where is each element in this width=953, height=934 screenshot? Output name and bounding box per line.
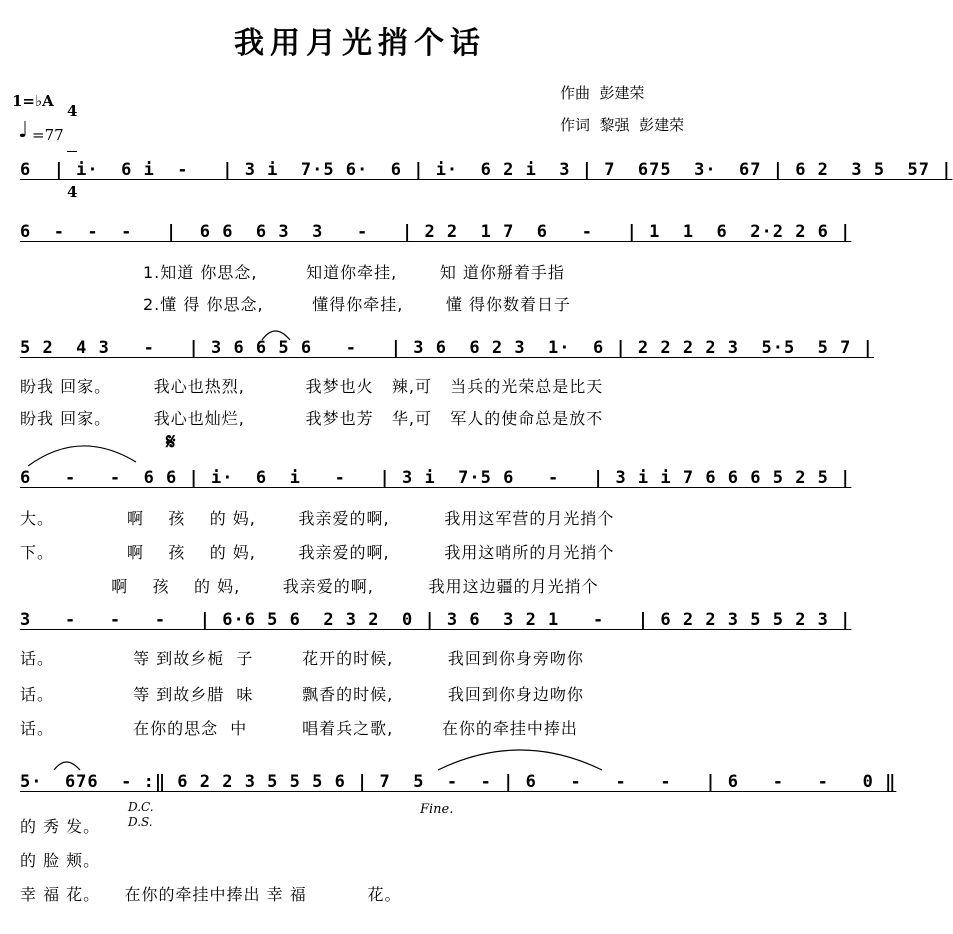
lyrics-row-4-verse-2: 下。 啊 孩 的 妈, 我亲爱的啊, 我用这哨所的月光捎个: [20, 543, 615, 562]
notation-row-1: 6 | i· 6 i - | 3 i 7·5 6· 6 | i· 6 2 i 3 | 7 675 3· 67 | 6 2 3 5 57 |: [20, 160, 953, 180]
time-sig-bottom: 4: [67, 183, 78, 201]
lyrics-row-6-verse-3: 幸 福 花。 在你的牵挂中捧出 幸 福 花。: [20, 885, 402, 904]
fine-marking: Fine.: [420, 802, 454, 817]
fermata-arc-row-6: [54, 762, 80, 770]
tie-arc-row-6: [438, 750, 602, 770]
lyrics-row-5-verse-1: 话。 等 到故乡栀 子 花开的时候, 我回到你身旁吻你: [20, 649, 584, 668]
lyrics-row-6-verse-2: 的 脸 颊。: [20, 851, 101, 870]
dc-marking: D.C.: [128, 800, 154, 814]
tempo-marking: =77: [32, 126, 64, 144]
lyrics-row-5-verse-2: 话。 等 到故乡腊 味 飘香的时候, 我回到你身边吻你: [20, 685, 584, 704]
notation-row-4: 6 - - 6 6 | i· 6 i - | 3 i 7·5 6 - | 3 i i 7 6 6 6 5 2 5 |: [20, 468, 852, 488]
notation-row-2: 6 - - - | 6 6 6 3 3 - | 2 2 1 7 6 - | 1 1 6 2·2 2 6 |: [20, 222, 852, 242]
lyrics-row-2-verse-2: 2.懂 得 你思念, 懂得你牵挂, 懂 得你数着日子: [143, 295, 571, 314]
notation-row-6: 5· 676 - :‖ 6 2 2 3 5 5 5 6 | 7 5 - - | 6 - - - | 6 - - 0 ‖: [20, 772, 897, 792]
slur-arc-row-3: [262, 331, 290, 340]
time-sig-top: 4: [67, 102, 78, 120]
lyrics-row-3-verse-2: 盼我 回家。 我心也灿烂, 我梦也芳 华,可 军人的使命总是放不: [20, 409, 604, 428]
ds-marking: D.S.: [128, 815, 153, 829]
song-title: 我用月光捎个话: [234, 26, 486, 61]
composer-credit: 作曲 彭建荣: [560, 84, 645, 102]
lyrics-row-5-verse-3: 话。 在你的思念 中 唱着兵之歌, 在你的牵挂中捧出: [20, 719, 578, 738]
tie-arc-row-4: [28, 446, 136, 466]
lyrics-row-6-verse-1: 的 秀 发。: [20, 817, 101, 836]
lyrics-row-2-verse-1: 1.知道 你思念, 知道你牵挂, 知 道你掰着手指: [143, 263, 565, 282]
lyricist-credit: 作词 黎强 彭建荣: [560, 116, 685, 134]
key-signature: 1=♭A: [12, 92, 54, 110]
notation-row-3: 5 2 4 3 - | 3 6 6 5 6 - | 3 6 6 2 3 1· 6 | 2 2 2 2 3 5·5 5 7 |: [20, 338, 874, 358]
lyrics-row-4-verse-1: 大。 啊 孩 的 妈, 我亲爱的啊, 我用这军营的月光捎个: [20, 509, 615, 528]
notation-row-5: 3 - - - | 6·6 5 6 2 3 2 0 | 3 6 3 2 1 - | 6 2 2 3 5 5 2 3 |: [20, 610, 852, 630]
segno-sign: 𝄋: [166, 430, 176, 455]
lyrics-row-4-verse-3: 啊 孩 的 妈, 我亲爱的啊, 我用这边疆的月光捎个: [20, 577, 599, 596]
lyrics-row-3-verse-1: 盼我 回家。 我心也热烈, 我梦也火 辣,可 当兵的光荣总是比天: [20, 377, 604, 396]
quarter-note-icon: ♩: [18, 118, 29, 143]
